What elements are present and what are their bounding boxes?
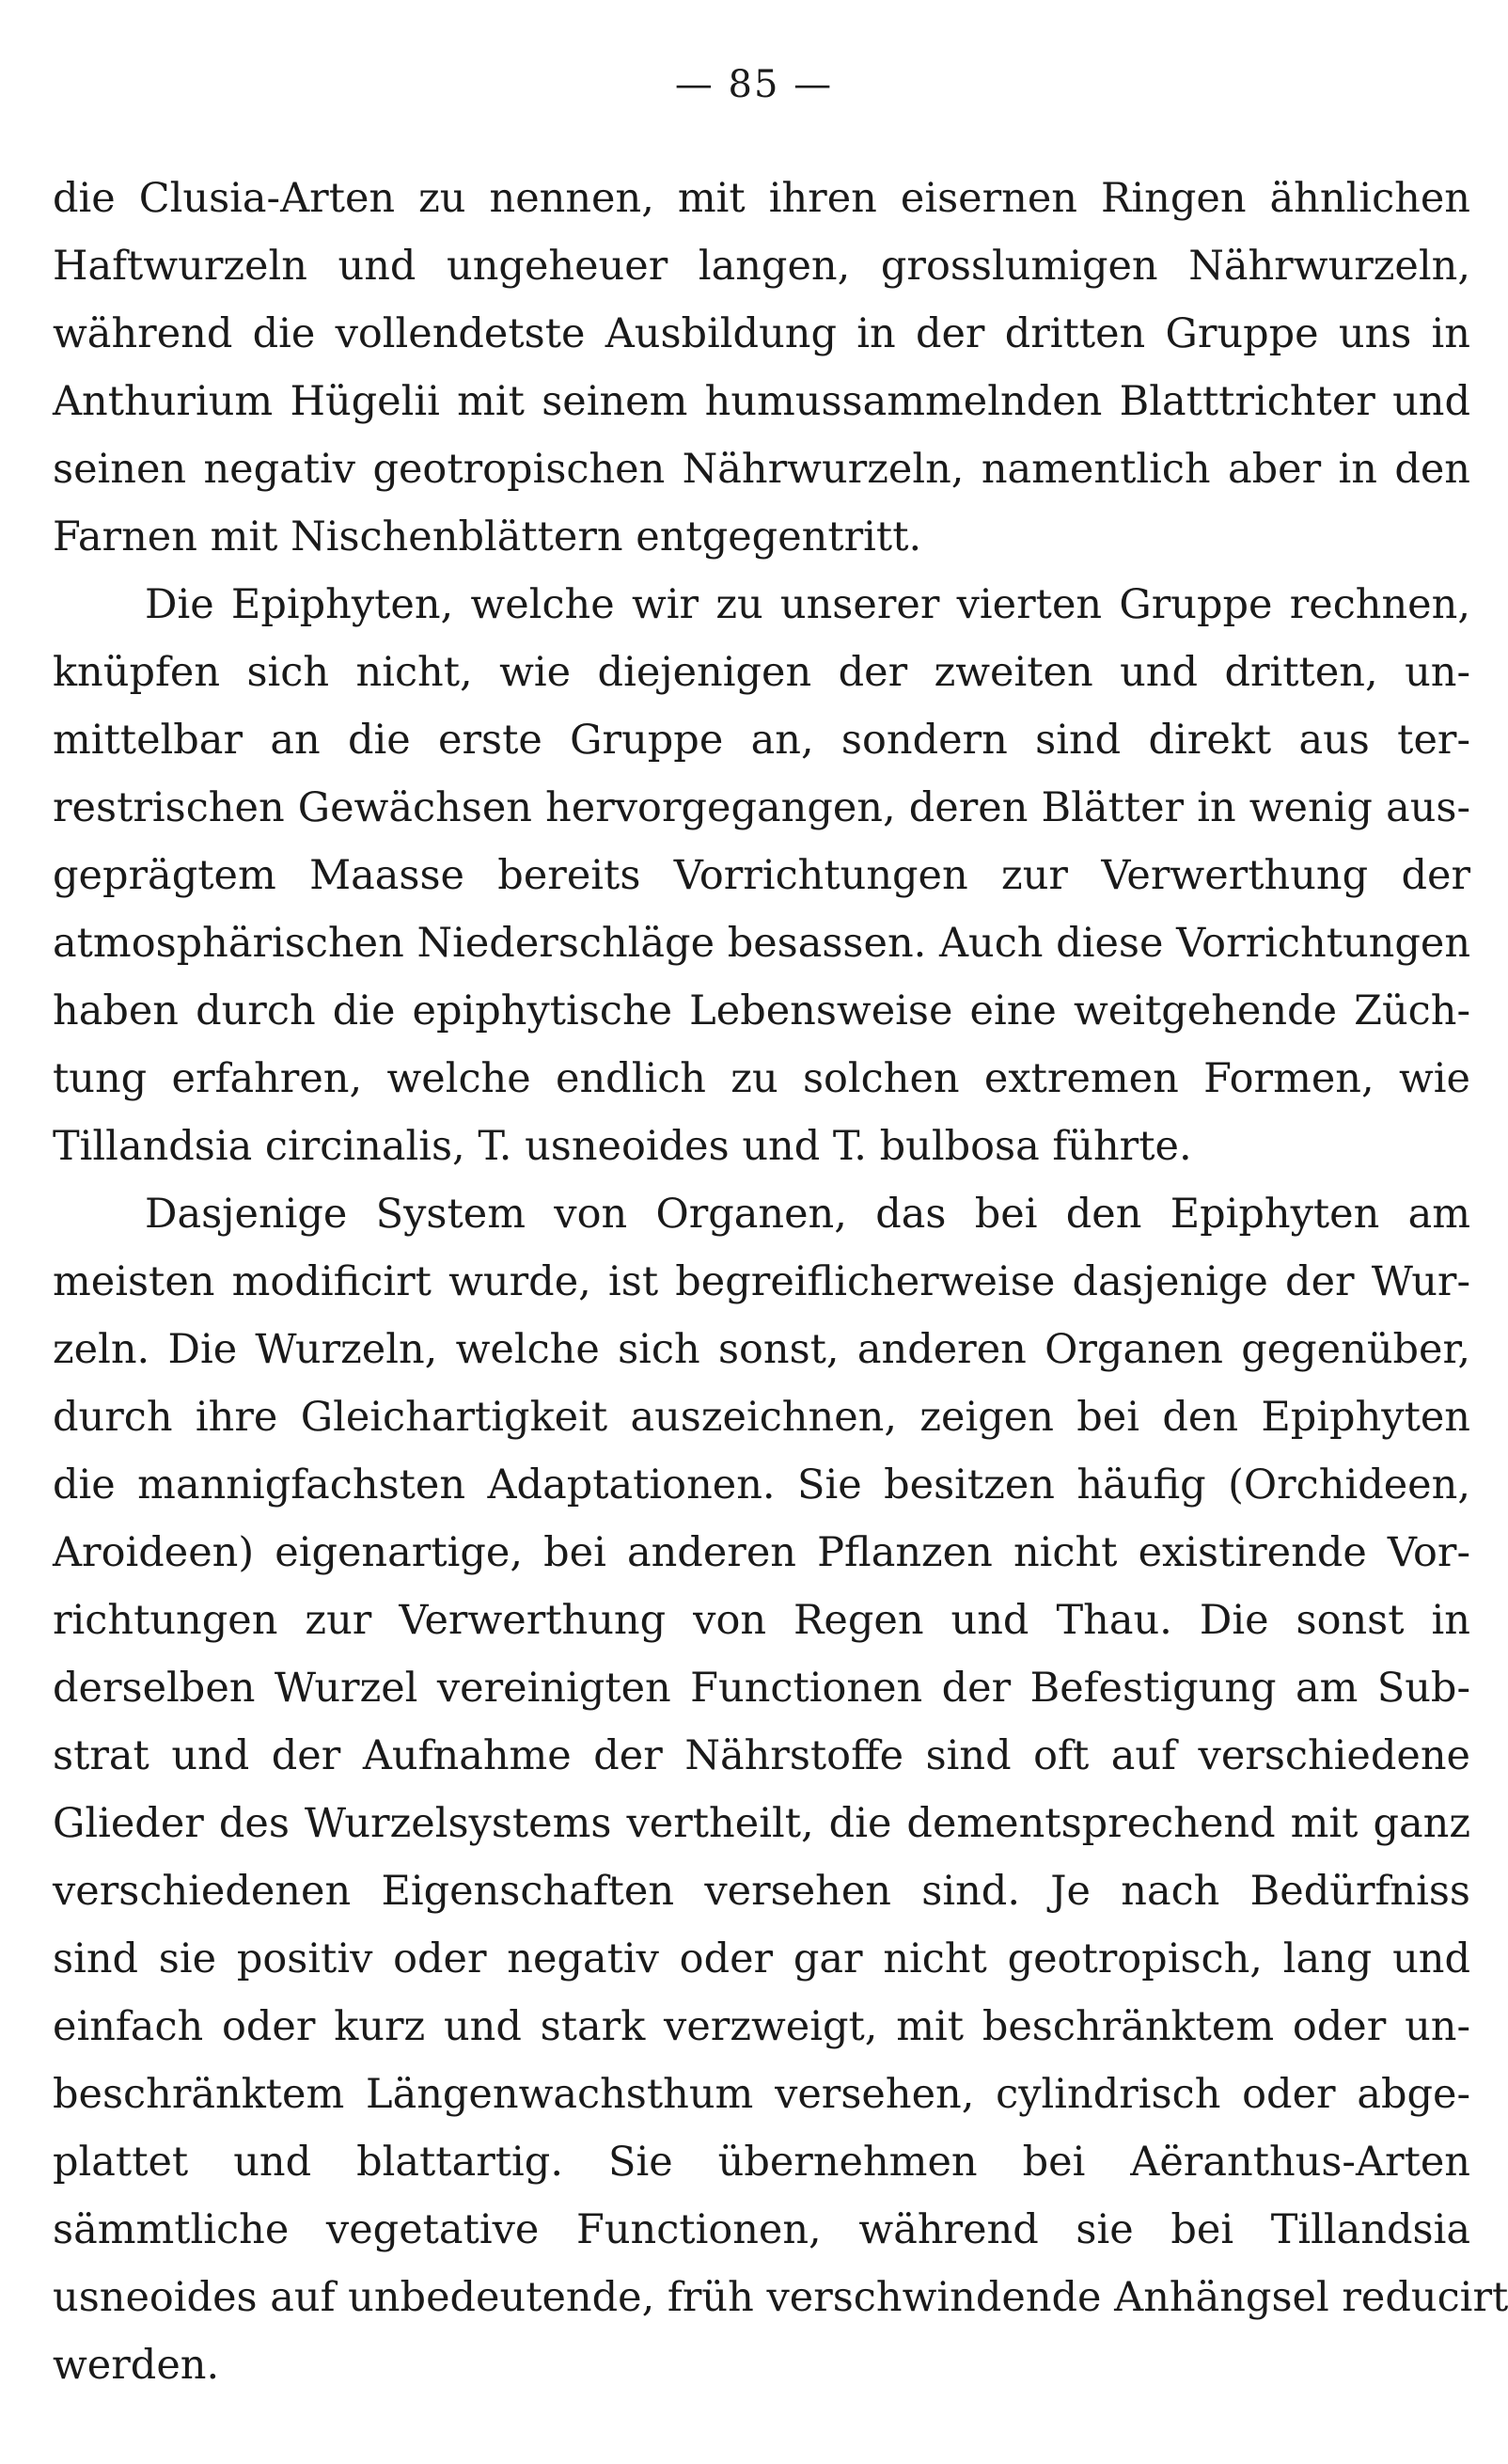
text-line: einfach oder kurz und stark verzweigt, mit beschränktem oder un- xyxy=(53,2003,1470,2050)
text-line: Aroideen) eigenartige, bei anderen Pflanzen nicht existirende Vor- xyxy=(53,1529,1470,1576)
text-line: meisten modificirt wurde, ist begreiflicherweise dasjenige der Wur- xyxy=(53,1258,1470,1305)
text-line: durch ihre Gleichartigkeit auszeichnen, zeigen bei den Epiphyten xyxy=(53,1394,1470,1441)
text-line: usneoides auf unbedeutende, früh verschwindende Anhängsel reducirt xyxy=(53,2274,1508,2321)
paragraph-end-line: Farnen mit Nischenblättern entgegentritt. xyxy=(53,513,922,561)
text-line: mittelbar an die erste Gruppe an, sondern sind direkt aus ter- xyxy=(53,717,1470,764)
text-line: die mannigfachsten Adaptationen. Sie besitzen häufig (Orchideen, xyxy=(53,1461,1470,1508)
text-line: verschiedenen Eigenschaften versehen sind. Je nach Bedürfniss xyxy=(53,1868,1470,1915)
text-line: richtungen zur Verwerthung von Regen und Thau. Die sonst in xyxy=(53,1597,1470,1644)
text-line: die Clusia-Arten zu nennen, mit ihren eisernen Ringen ähnlichen xyxy=(53,175,1470,222)
text-line: derselben Wurzel vereinigten Functionen der Befestigung am Sub- xyxy=(53,1665,1470,1712)
page-number: — 85 — xyxy=(674,63,834,106)
text-line: zeln. Die Wurzeln, welche sich sonst, anderen Organen gegenüber, xyxy=(53,1326,1470,1373)
text-line: geprägtem Maasse bereits Vorrichtungen zur Verwerthung der xyxy=(53,852,1470,899)
paragraph-end-line: Tillandsia circinalis, T. usneoides und T. bulbosa führte. xyxy=(53,1123,1192,1170)
text-line: plattet und blattartig. Sie übernehmen bei Aëranthus-Arten xyxy=(53,2139,1470,2186)
text-line: Haftwurzeln und ungeheuer langen, grosslumigen Nährwurzeln, xyxy=(53,243,1470,290)
text-line: haben durch die epiphytische Lebensweise eine weitgehende Züch- xyxy=(53,987,1470,1035)
text-line: sämmtliche vegetative Functionen, während sie bei Tillandsia xyxy=(53,2206,1470,2253)
paragraph-start-line: Die Epiphyten, welche wir zu unserer vierten Gruppe rechnen, xyxy=(145,581,1470,628)
text-line: sind sie positiv oder negativ oder gar nicht geotropisch, lang und xyxy=(53,1935,1470,1982)
text-line: während die vollendetste Ausbildung in der dritten Gruppe uns in xyxy=(53,310,1470,357)
text-line: tung erfahren, welche endlich zu solchen extremen Formen, wie xyxy=(53,1055,1470,1102)
paragraph-start-line: Dasjenige System von Organen, das bei den Epiphyten am xyxy=(145,1191,1470,1238)
text-line: Glieder des Wurzelsystems vertheilt, die dementsprechend mit ganz xyxy=(53,1800,1470,1847)
text-line: strat und der Aufnahme der Nährstoffe sind oft auf verschiedene xyxy=(53,1732,1470,1779)
text-line: atmosphärischen Niederschläge besassen. Auch diese Vorrichtungen xyxy=(53,920,1471,967)
text-line: Anthurium Hügelii mit seinem humussammelnden Blatttrichter und xyxy=(53,378,1470,425)
text-line: knüpfen sich nicht, wie diejenigen der zweiten und dritten, un- xyxy=(53,649,1470,696)
text-line: restrischen Gewächsen hervorgegangen, deren Blätter in wenig aus- xyxy=(53,784,1470,831)
paragraph-end-line: werden. xyxy=(53,2342,220,2389)
body-text xyxy=(53,165,1508,2399)
text-line: seinen negativ geotropischen Nährwurzeln, namentlich aber in den xyxy=(53,446,1470,493)
text-line: beschränktem Längenwachsthum versehen, cylindrisch oder abge- xyxy=(53,2071,1470,2118)
